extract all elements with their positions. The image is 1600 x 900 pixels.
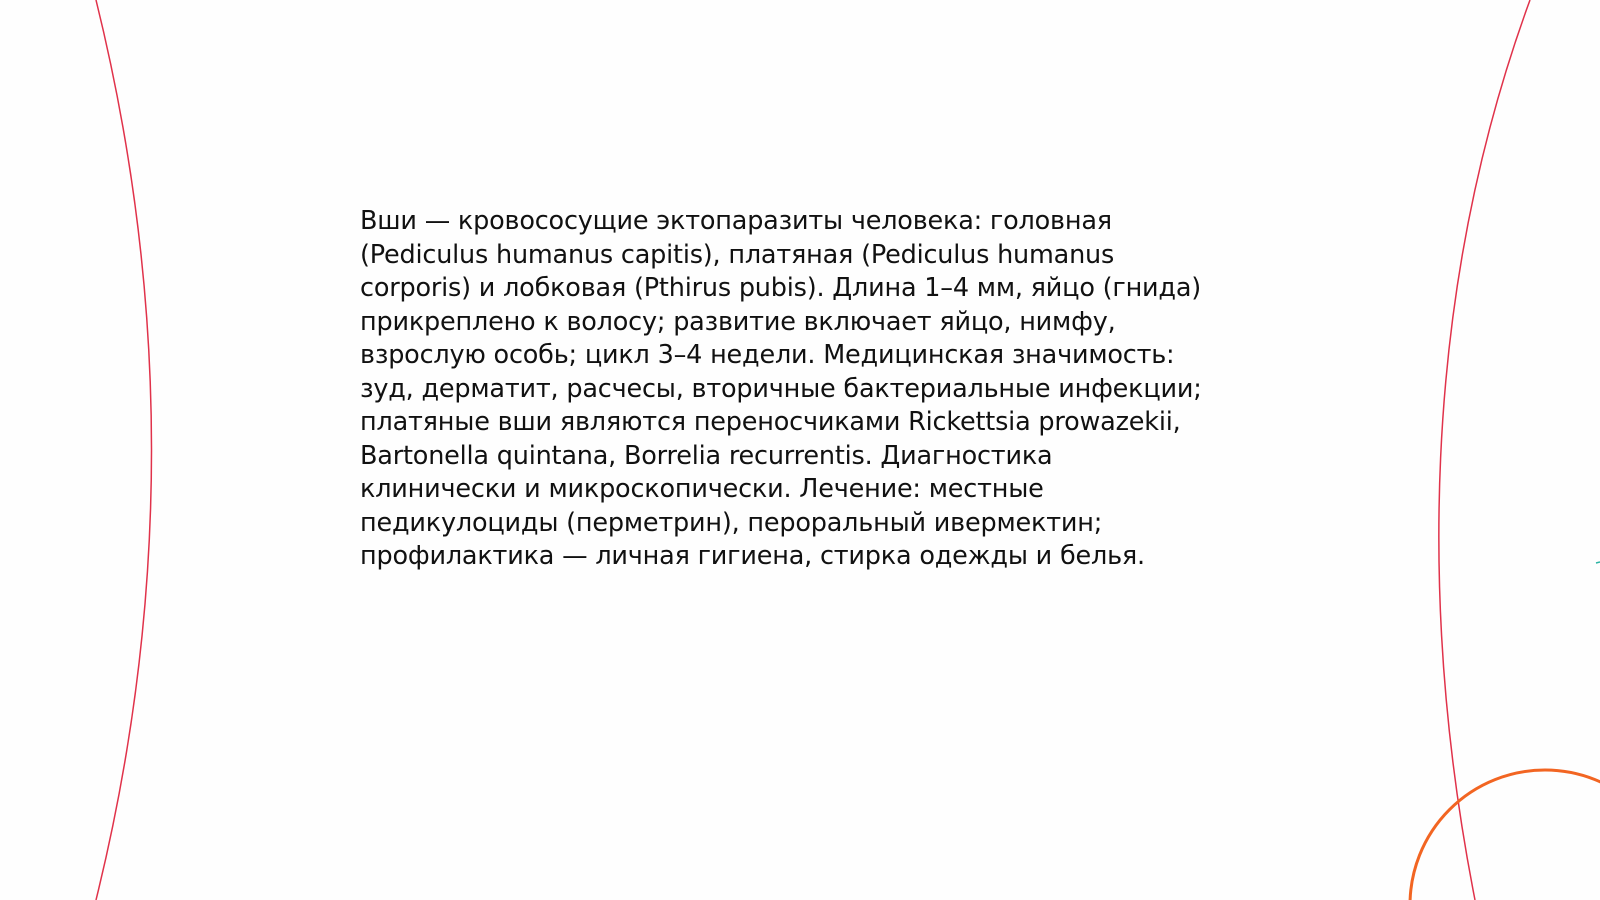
- body-text-line: платяные вши являются переносчиками Rickettsia prowazekii,: [360, 407, 1181, 437]
- body-text-line: клинически и микроскопически. Лечение: местные: [360, 474, 1044, 504]
- left-arc: [96, 0, 152, 900]
- right-arc: [1439, 0, 1530, 900]
- body-text-line: прикреплено к волосу; развитие включает яйцо, нимфу,: [360, 306, 1116, 337]
- body-text-line: Вши — кровососущие эктопаразиты человека: головная: [360, 206, 1112, 236]
- body-text-line: Bartonella quintana, Borrelia recurrentis. Диагностика: [360, 440, 1053, 471]
- body-text: [360, 205, 1240, 574]
- body-text-line: зуд, дерматит, расчесы, вторичные бактериальные инфекции;: [360, 373, 1202, 404]
- body-text-line: (Pediculus humanus capitis), платяная (Pediculus humanus: [360, 239, 1115, 270]
- body-text-line: corporis) и лобковая (Pthirus pubis). Длина 1–4 мм, яйцо (гнида): [360, 273, 1202, 303]
- body-text-line: взрослую особь; цикл 3–4 недели. Медицинская значимость:: [360, 340, 1175, 370]
- teal-accent: [1596, 562, 1600, 563]
- body-text-line: профилактика — личная гигиена, стирка одежды и белья.: [360, 541, 1145, 571]
- body-text-line: педикулоциды (перметрин), пероральный ивермектин;: [360, 507, 1103, 538]
- orange-circle: [1410, 770, 1600, 900]
